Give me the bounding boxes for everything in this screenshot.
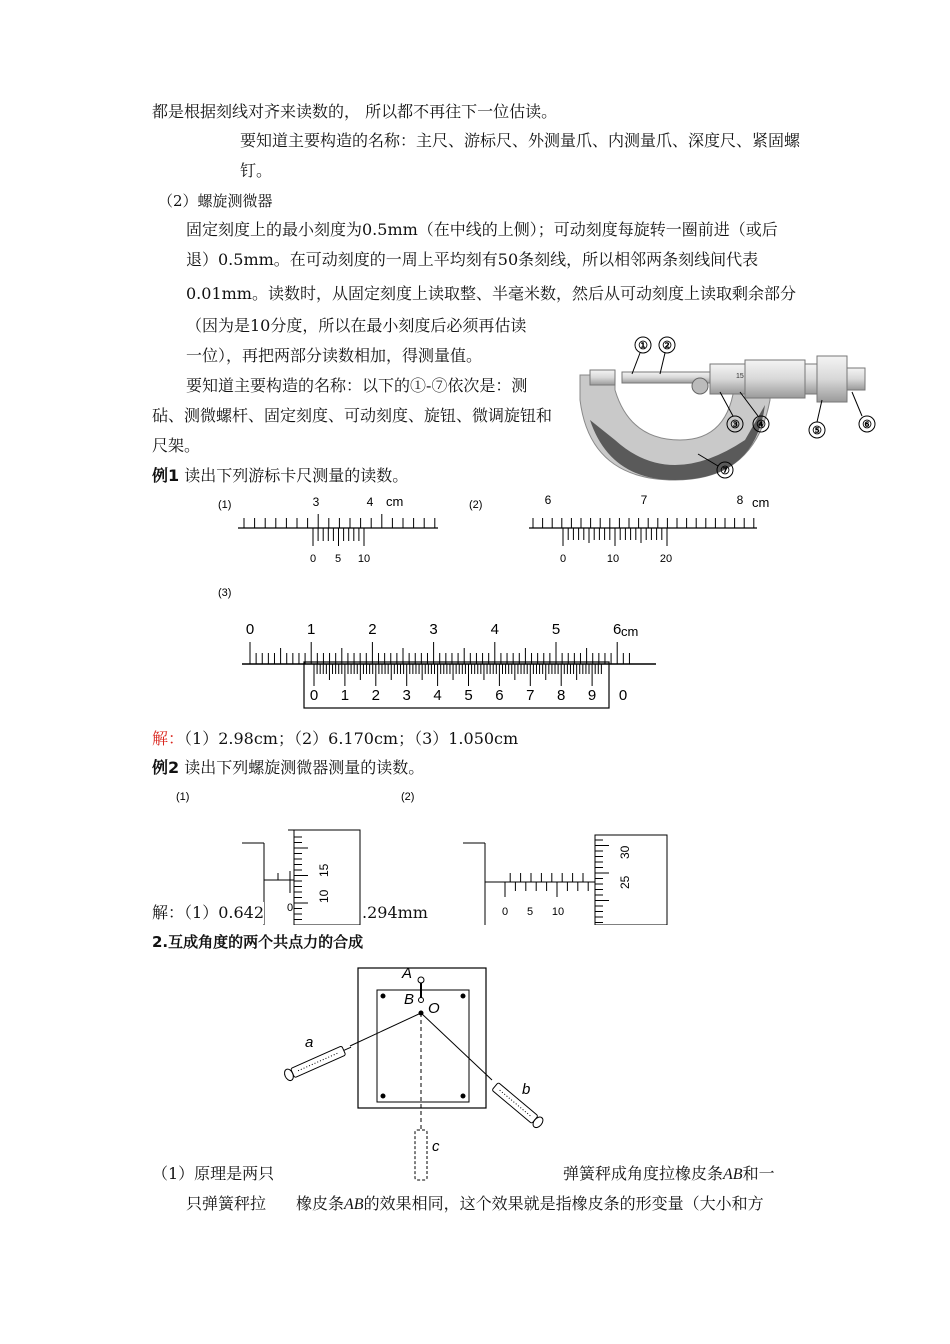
text-line: 都是根据刻线对齐来读数的， 所以都不再往下一位估读。 [152, 102, 558, 121]
rubber-band-symbol: AB [723, 1166, 743, 1183]
text-part: 弹簧秤成角度拉橡皮条 [563, 1164, 724, 1183]
callout-5: ⑤ [812, 425, 822, 437]
main-scale-label: 4 [490, 621, 499, 638]
text-line: 钉。 [240, 161, 273, 180]
label-a: a [305, 1034, 314, 1051]
callout-6: ⑥ [862, 419, 872, 431]
text-line: 尺架。 [152, 436, 201, 455]
figure-tag: (3) [218, 587, 232, 599]
main-scale-label: 6 [613, 621, 622, 638]
example-text: 读出下列游标卡尺测量的读数。 [184, 466, 409, 485]
main-scale-label: 8 [736, 493, 744, 507]
vernier-label: 2 [371, 687, 380, 704]
section-heading: 2.互成角度的两个共点力的合成 [152, 933, 364, 951]
vernier-label: 10 [606, 553, 620, 565]
point-A [418, 977, 424, 983]
vernier-label: 5 [464, 687, 473, 704]
svg-text:15: 15 [736, 373, 744, 380]
micrometer-callouts [570, 330, 890, 490]
text-part: 和一 [742, 1164, 775, 1183]
text-line: 只弹簧秤拉 [186, 1194, 267, 1213]
answer-label: 解： [152, 729, 185, 748]
example-text: 读出下列螺旋测微器测量的读数。 [184, 758, 425, 777]
main-scale-label: 7 [640, 493, 648, 507]
point-B [419, 998, 424, 1003]
main-scale-label: 1 [307, 621, 316, 638]
main-scale-label: 3 [312, 495, 320, 509]
fixed-scale-label: 0 [501, 906, 509, 918]
callout-7: ⑦ [720, 465, 730, 477]
answer-text: （1）0.642 [184, 903, 265, 922]
vernier-label: 9 [587, 687, 597, 704]
text-line: 0.01mm。读数时，从固定刻度上读取整、半毫米数，然后从可动刻度上读取剩余部分 [186, 284, 796, 303]
label-c: c [432, 1138, 440, 1155]
example-label: 例2 [152, 758, 180, 777]
vernier-label: 1 [340, 687, 350, 704]
fixed-scale-label: 5 [526, 906, 534, 918]
screw-micrometer-2 [395, 785, 675, 925]
main-scale-label: 4 [366, 495, 374, 509]
vernier-label: 0 [559, 553, 567, 565]
fixed-scale-label: 10 [551, 906, 565, 918]
text-line: 要知道主要构造的名称：主尺、游标尺、外测量爪、内测量爪、深度尺、紧固螺 [240, 131, 801, 150]
figure-tag: (1) [218, 499, 232, 511]
thimble-label: 15 [317, 863, 331, 877]
vernier-caliper-2 [465, 490, 785, 570]
label-O: O [428, 1000, 440, 1017]
text-line: （1）原理是两只 [152, 1164, 275, 1183]
text-line: 要知道主要构造的名称：以下的①-⑦依次是：测 [186, 376, 528, 395]
main-scale-label: 5 [551, 621, 561, 638]
vernier-label: 10 [357, 553, 371, 565]
vernier-label: 20 [659, 553, 673, 565]
answer-line [152, 728, 518, 750]
force-composition-diagram [270, 958, 570, 1183]
spring-scale-c [415, 1130, 427, 1180]
label-A: A [402, 965, 413, 982]
vernier-label: 0 [309, 553, 317, 565]
text-line: （因为是10分度，所以在最小刻度后必须再估读 [186, 316, 527, 335]
callout-2: ② [662, 340, 672, 352]
text-line [296, 1193, 764, 1216]
answer-line-2 [152, 902, 264, 924]
text-part: 橡皮条 [296, 1194, 345, 1213]
text-part: 的效果相同，这个效果就是指橡皮条的形变量（大小和方 [363, 1194, 764, 1213]
spring-scale-a [283, 1042, 354, 1082]
section-heading: （2）螺旋测微器 [158, 192, 273, 210]
example-2-heading [152, 757, 424, 779]
vernier-label: 0 [309, 687, 319, 704]
figure-tag: (2) [469, 499, 483, 511]
figure-tag: (1) [176, 791, 190, 803]
rubber-band-symbol: AB [344, 1196, 364, 1213]
vernier-label: 8 [557, 687, 566, 704]
text-line [563, 1163, 775, 1186]
main-scale-label: 0 [245, 621, 255, 638]
vernier-label: 7 [526, 687, 535, 704]
vernier-label: 5 [334, 553, 342, 565]
vernier-caliper-1 [210, 490, 450, 570]
label-B: B [404, 991, 415, 1008]
unit-label: cm [752, 495, 770, 510]
callout-4: ④ [756, 419, 766, 431]
callout-3: ③ [730, 419, 740, 431]
text-line: 砧、测微螺杆、固定刻度、可动刻度、旋钮、微调旋钮和 [152, 406, 553, 425]
text-line: 固定刻度上的最小刻度为0.5mm（在中线的上侧）；可动刻度每旋转一圈前进（或后 [186, 220, 778, 239]
answer-text: （1）2.98cm；（2）6.170cm；（3）1.050cm [184, 729, 519, 748]
unit-label: cm [386, 494, 404, 509]
label-b: b [522, 1081, 531, 1098]
main-scale-label: 6 [544, 493, 552, 507]
example-1-heading [152, 465, 408, 487]
fixed-scale-label: 0 [286, 902, 294, 914]
main-scale-label: 3 [429, 621, 438, 638]
vernier-label: 6 [495, 687, 504, 704]
spring-scale-b [491, 1082, 545, 1130]
vernier-label: 4 [433, 687, 442, 704]
example-label: 例1 [152, 466, 180, 485]
thimble-label: 10 [317, 889, 331, 903]
thimble-label: 25 [618, 875, 632, 889]
vernier-label: 3 [402, 687, 411, 704]
text-line: 一位），再把两部分读数相加，得测量值。 [186, 346, 483, 365]
vernier-label: 0 [618, 687, 628, 704]
callout-1: ① [638, 340, 648, 352]
vernier-caliper-3 [210, 578, 670, 718]
text-line: 退）0.5mm。在可动刻度的一周上平均刻有50条刻线，所以相邻两条刻线间代表 [186, 250, 759, 269]
unit-label: cm [621, 624, 639, 639]
main-scale-label: 2 [368, 621, 377, 638]
answer-label: 解： [152, 903, 185, 922]
figure-tag: (2) [401, 791, 415, 803]
thimble-label: 30 [618, 845, 632, 859]
answer-line-2b: .294mm [362, 903, 428, 922]
